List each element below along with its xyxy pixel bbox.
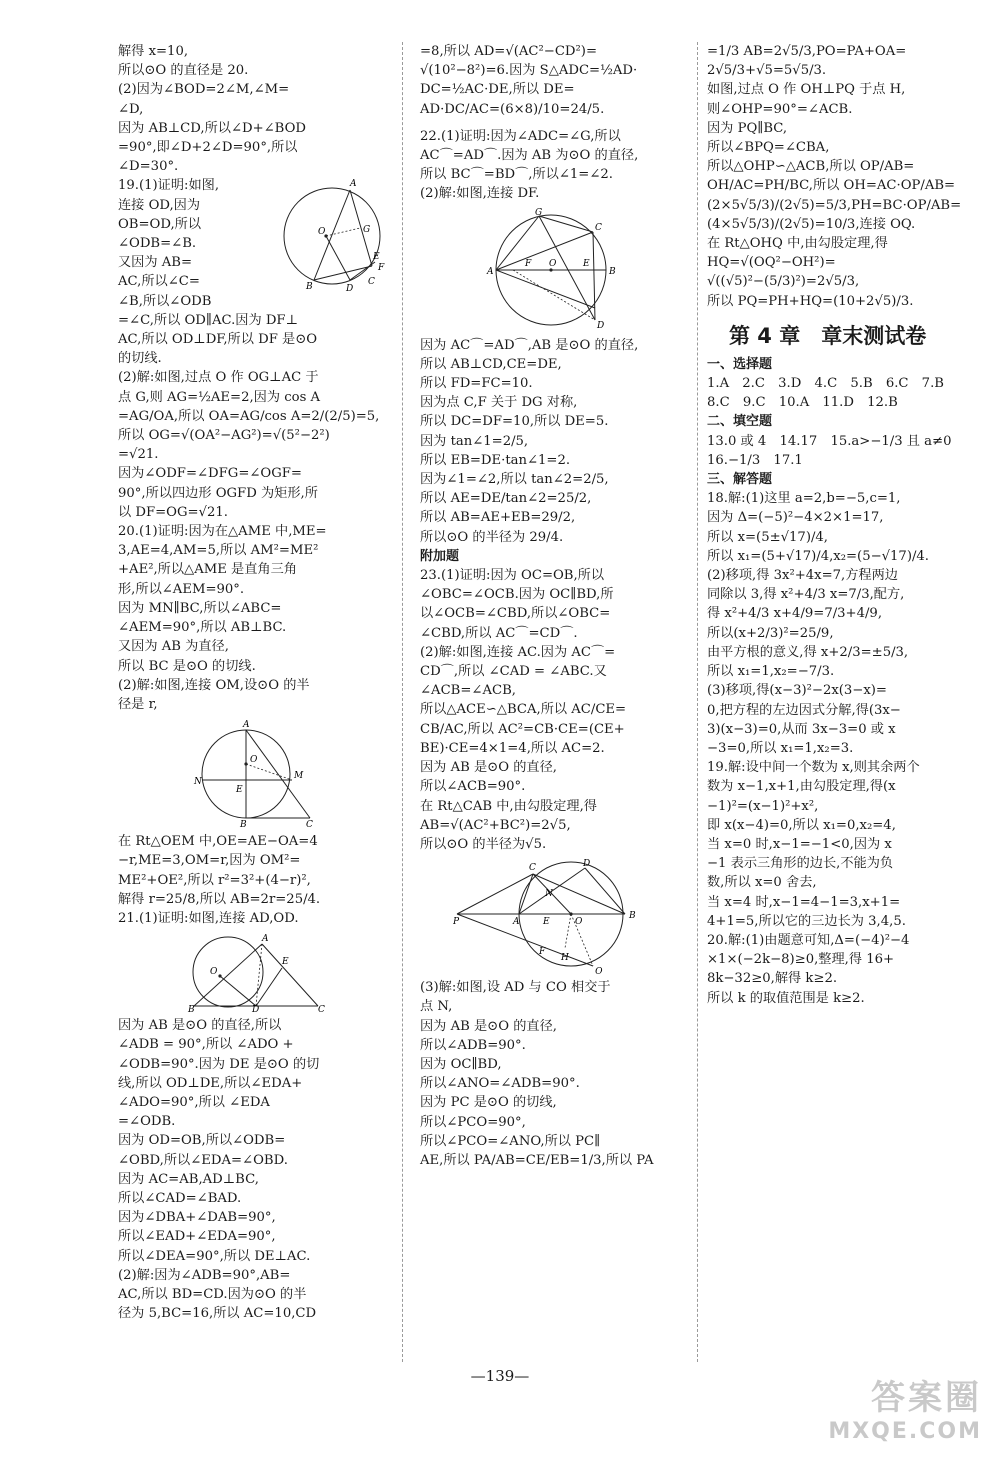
label-D: D	[346, 284, 354, 295]
label-B: B	[306, 282, 313, 293]
text-line: (3)解:如图,设 AD 与 CO 相交于	[420, 980, 611, 996]
label-B: B	[609, 266, 616, 277]
choice-answers-block	[707, 374, 972, 412]
text-line: 2√5/3+√5=5√5/3.	[707, 63, 827, 79]
text-line: 所以∠BPQ=∠CBA,	[707, 140, 830, 156]
text-line: 解得 r=25/8,所以 AB=2r=25/4.	[118, 891, 321, 907]
label-E: E	[236, 785, 243, 796]
text-line: 又因为 AB=	[118, 255, 193, 271]
figure-q20-circle	[188, 718, 318, 828]
text-line: 因为 AC=AB,AD⊥BC,	[118, 1171, 259, 1187]
text-line: 所以∠EAD+∠EDA=90°,	[118, 1229, 276, 1245]
text-line: =1/3 AB=2√5/3,PO=PA+OA=	[707, 44, 907, 59]
column-divider-1	[402, 42, 403, 1362]
text-line: 所以 PQ=PH+HQ=(10+2√5)/3.	[707, 293, 914, 309]
watermark-line1: 答案圈	[871, 1378, 982, 1418]
text-line: 90°,所以四边形 OGFD 为矩形,所	[118, 485, 318, 501]
label-D: D	[252, 1005, 260, 1013]
text-line: 因为 PQ∥BC,	[707, 120, 788, 136]
text-line: 所以△OHP∽△ACB,所以 OP/AB=	[707, 159, 915, 175]
text-line: +AE²,所以△AME 是直角三角	[118, 562, 297, 578]
label-C: C	[306, 820, 313, 829]
col3-intro-block	[707, 42, 972, 311]
column-divider-2	[697, 42, 698, 1362]
text-line: 点 N,	[420, 999, 453, 1015]
text-line: 4+1=5,所以它的三边长为 3,4,5.	[707, 913, 906, 929]
question-20-block	[118, 522, 388, 714]
label-A: A	[243, 720, 250, 731]
text-line: 22.(1)证明:因为∠ADC=∠G,所以	[420, 128, 621, 144]
text-line: OH/AC=PH/BC,所以 OH=AC·OP/AB=	[707, 178, 956, 194]
label-A: A	[262, 934, 269, 945]
text-line: 连接 OD,因为	[118, 197, 201, 213]
fill-answers-block	[707, 432, 972, 470]
text-line: 21.(1)证明:如图,连接 AD,OD.	[118, 910, 299, 926]
text-line: 当 x=4 时,x−1=4−1=3,x+1=	[707, 894, 901, 910]
question-23-block	[420, 566, 686, 854]
label-E: E	[583, 258, 590, 269]
text-line: 所以 BC 是⊙O 的切线.	[118, 658, 256, 674]
text-line: 又因为 AB 为直径,	[118, 639, 229, 655]
text-line: AE,所以 PA/AB=CE/EB=1/3,所以 PA	[420, 1152, 654, 1168]
figure-q22-circle	[483, 208, 623, 332]
text-line: BE)·CE=4×1=4,所以 AC=2.	[420, 740, 605, 756]
text-line: 当 x=0 时,x−1=−1<0,因为 x	[707, 836, 892, 852]
text-line: √((√5)²−(5/3)²)=2√5/3,	[707, 274, 860, 290]
label-N: N	[545, 889, 553, 900]
text-line: ∠D=30°.	[118, 159, 179, 175]
text-line: ∠ACB=∠ACB,	[420, 683, 516, 699]
text-line: 所以∠DEA=90°,所以 DE⊥AC.	[118, 1248, 311, 1264]
figure-q21-circle	[178, 932, 328, 1012]
text-line: AC⌒=AD⌒.因为 AB 为⊙O 的直径,	[420, 148, 639, 164]
text-line: −1 表示三角形的边长,不能为负	[707, 856, 894, 872]
text-line: 因为∠1=∠2,所以 tan∠2=2/5,	[420, 472, 609, 488]
label-N: N	[194, 777, 202, 788]
extra-section-title: 附加题	[420, 548, 460, 564]
question-22-block	[420, 127, 686, 204]
text-line: 数为 x−1,x+1,由勾股定理,得(x	[707, 779, 896, 795]
text-line: ∠OBC=∠OCB.因为 OC∥BD,所	[420, 587, 614, 603]
text-line: =90°,即∠D+2∠D=90°,所以	[118, 140, 298, 156]
section-fill-title: 二、填空题	[707, 414, 773, 430]
text-line: 16.−1/3 17.1	[707, 452, 803, 468]
text-line: ∠D,	[118, 101, 144, 117]
text-line: ∠CBD,所以 AC⌒=CD⌒.	[420, 625, 578, 641]
column-3	[707, 42, 972, 1372]
text-line: (2)解:如图,连接 OM,设⊙O 的半	[118, 677, 310, 693]
text-line: −3=0,所以 x₁=1,x₂=3.	[707, 740, 854, 756]
solve-answers-block	[707, 489, 972, 1007]
text-line: CB/AC,所以 AC²=CB·CE=(CE+	[420, 721, 625, 737]
text-line: 所以 x=(5±√17)/4,	[707, 529, 828, 545]
text-line: (2)解:如图,过点 O 作 OG⊥AC 于	[118, 370, 319, 386]
text-line: (3)移项,得(x−3)²−2x(3−x)=	[707, 683, 887, 699]
text-line: =√21.	[118, 447, 159, 463]
text-line: 因为 AC⌒=AD⌒,AB 是⊙O 的直径,	[420, 337, 639, 353]
text-line: ×1×(−2k−8)≥0,整理,得 16+	[707, 952, 895, 968]
text-line: HQ=√(OQ²−OH²)=	[707, 255, 836, 271]
column-1	[118, 42, 388, 1372]
text-line: 因为 AB 是⊙O 的直径,	[420, 760, 557, 776]
label-A: A	[487, 266, 494, 277]
text-line: ∠ODB=90°.因为 DE 是⊙O 的切	[118, 1056, 320, 1072]
text-line: 所以 AB=AE+EB=29/2,	[420, 510, 576, 526]
text-line: 因为 Δ=(−5)²−4×2×1=17,	[707, 510, 884, 526]
text-line: 的切线.	[118, 351, 162, 367]
text-line: 因为点 C,F 关于 DG 对称,	[420, 395, 578, 411]
label-E: E	[282, 957, 289, 968]
text-line: 形,所以∠AEM=90°.	[118, 581, 245, 597]
column-2	[420, 42, 686, 1372]
text-line: 所以 DC=DF=10,所以 DE=5.	[420, 414, 609, 430]
text-line: DC=½AC·DE,所以 DE=	[420, 82, 575, 98]
page-number: —139—	[470, 1367, 530, 1385]
text-line: 19.解:设中间一个数为 x,则其余两个	[707, 760, 920, 776]
text-line: 8.C 9.C 10.A 11.D 12.B	[707, 395, 898, 411]
label-F: F	[525, 258, 532, 269]
text-line: 在 Rt△CAB 中,由勾股定理,得	[420, 798, 597, 814]
text-line: 因为 AB 是⊙O 的直径,	[420, 1018, 557, 1034]
text-line: CD⌒,所以 ∠CAD = ∠ABC.又	[420, 664, 607, 680]
text-line: 20.解:(1)由题意可知,Δ=(−4)²−4	[707, 932, 910, 948]
label-C: C	[529, 863, 536, 874]
text-line: 同除以 3,得 x²+4/3 x=7/3,配方,	[707, 587, 905, 603]
text-line: AC,所以∠C=	[118, 274, 200, 290]
question-21-part2-block	[118, 1016, 388, 1323]
text-line: 则∠OHP=90°=∠ACB.	[707, 101, 853, 117]
text-line: 所以⊙O 的半径为 29/4.	[420, 529, 564, 545]
label-E: E	[543, 917, 550, 928]
text-line: 线,所以 OD⊥DE,所以∠EDA+	[118, 1075, 303, 1091]
text-line: 所以 EB=DE·tan∠1=2.	[420, 452, 571, 468]
text-line: =8,所以 AD=√(AC²−CD²)=	[420, 44, 597, 59]
text-line: 所以∠ADB=90°.	[420, 1037, 526, 1053]
question-21-block	[118, 909, 388, 928]
text-line: 所以 AB⊥CD,CE=DE,	[420, 356, 562, 372]
label-O: O	[549, 258, 557, 269]
col1-intro-block	[118, 42, 388, 176]
text-line: 即 x(x−4)=0,所以 x₁=0,x₂=4,	[707, 817, 896, 833]
text-line: ME²+OE²,所以 r²=3²+(4−r)²,	[118, 872, 311, 888]
text-line: ∠B,所以∠ODB	[118, 293, 212, 309]
text-line: (2)解:因为∠ADB=90°,AB=	[118, 1267, 291, 1283]
figure-q19-circle	[280, 176, 388, 294]
text-line: 所以∠PCO=90°,	[420, 1114, 526, 1130]
text-line: =∠ODB.	[118, 1114, 176, 1130]
text-line: 径是 r,	[118, 696, 158, 712]
text-line: 数,所以 x=0 舍去,	[707, 875, 817, 891]
text-line: 因为 MN∥BC,所以∠ABC=	[118, 600, 282, 616]
text-line: 因为 AB 是⊙O 的直径,所以	[118, 1018, 282, 1034]
label-F: F	[378, 263, 385, 274]
text-line: AC,所以 OD⊥DF,所以 DF 是⊙O	[118, 332, 318, 348]
text-line: (2×5√5/3)/(2√5)=5/3,PH=BC·OP/AB=	[707, 197, 962, 213]
text-line: 8k−32≥0,解得 k≥2.	[707, 971, 838, 987]
text-line: 20.(1)证明:因为在△AME 中,ME=	[118, 524, 327, 540]
text-line: 所以 x₁=(5+√17)/4,x₂=(5−√17)/4.	[707, 548, 929, 564]
label-P: P	[453, 917, 460, 928]
label-C: C	[595, 222, 602, 233]
text-line: −1)²=(x−1)²+x²,	[707, 798, 819, 814]
label-D: D	[597, 320, 605, 331]
text-line: (4×5√5/3)/(2√5)=10/3,连接 OQ.	[707, 216, 916, 232]
text-line: ∠AEM=90°,所以 AB⊥BC.	[118, 620, 287, 636]
label-C: C	[368, 277, 375, 288]
text-line: ∠ADB = 90°,所以 ∠ADO +	[118, 1037, 294, 1053]
text-line: √(10²−8²)=6.因为 S△ADC=½AD·	[420, 63, 638, 79]
section-solve-title: 三、解答题	[707, 472, 773, 488]
text-line: ∠OBD,所以∠EDA=∠OBD.	[118, 1152, 288, 1168]
text-line: (2)解:如图,连接 AC.因为 AC⌒=	[420, 644, 616, 660]
text-line: 点 G,则 AG=½AE=2,因为 cos A	[118, 389, 321, 405]
text-line: 23.(1)证明:因为 OC=OB,所以	[420, 568, 605, 584]
text-line: 在 Rt△OEM 中,OE=AE−OA=4	[118, 834, 318, 850]
text-line: 以 DF=OG=√21.	[118, 504, 228, 520]
text-line: 径为 5,BC=16,所以 AC=10,CD	[118, 1306, 317, 1322]
text-line: 以∠OCB=∠CBD,所以∠OBC=	[420, 606, 611, 622]
label-A: A	[513, 917, 520, 928]
text-line: (2)因为∠BOD=2∠M,∠M=	[118, 82, 290, 98]
text-line: 所以△ACE∽△BCA,所以 AC/CE=	[420, 702, 627, 718]
text-line: 3,AE=4,AM=5,所以 AM²=ME²	[118, 543, 319, 559]
text-line: AC,所以 BD=CD.因为⊙O 的半	[118, 1286, 307, 1302]
label-D: D	[583, 859, 591, 870]
text-line: 因为 PC 是⊙O 的切线,	[420, 1095, 557, 1111]
text-line: ∠ODB=∠B.	[118, 236, 197, 252]
text-line: 所以 BC⌒=BD⌒,所以∠1=∠2.	[420, 167, 613, 183]
text-line: 18.解:(1)这里 a=2,b=−5,c=1,	[707, 491, 901, 507]
text-line: 所以⊙O 的半径为√5.	[420, 836, 547, 852]
label-E: E	[373, 252, 380, 263]
text-line: AD·DC/AC=(6×8)/10=24/5.	[420, 101, 605, 117]
text-line: =∠C,所以 OD∥AC.因为 DF⊥	[118, 312, 298, 328]
text-line: 因为∠DBA+∠DAB=90°,	[118, 1210, 276, 1226]
text-line: 如图,过点 O 作 OH⊥PQ 于点 H,	[707, 82, 906, 98]
label-Q: Q	[595, 967, 603, 975]
label-H: H	[561, 953, 569, 964]
col2-intro-block	[420, 42, 686, 119]
text-line: 得 x²+4/3 x+4/9=7/3+4/9,	[707, 606, 883, 622]
text-line: 0,把方程的左边因式分解,得(3x−	[707, 702, 901, 718]
watermark-logo	[828, 1370, 982, 1444]
text-line: 所以 OG=√(OA²−AG²)=√(5²−2²)	[118, 428, 330, 444]
label-G: G	[363, 225, 371, 236]
text-line: (2)移项,得 3x²+4x=7,方程两边	[707, 568, 898, 584]
text-line: ∠ADO=90°,所以 ∠EDA	[118, 1094, 270, 1110]
question-23-part3-block	[420, 978, 686, 1170]
text-line: 所以 k 的取值范围是 k≥2.	[707, 990, 865, 1006]
text-line: 13.0 或 4 14.17 15.a>−1/3 且 a≠0	[707, 433, 952, 449]
label-F: F	[539, 947, 546, 958]
figure-q23-circle	[453, 858, 653, 974]
watermark-line2: MXQE.COM	[828, 1419, 982, 1444]
text-line: 因为∠ODF=∠DFG=∠OGF=	[118, 466, 302, 482]
text-line: 因为 OD=OB,所以∠ODB=	[118, 1133, 286, 1149]
text-line: AB=√(AC²+BC²)=2√5,	[420, 817, 571, 833]
text-line: 所以∠ACB=90°.	[420, 779, 526, 795]
text-line: =AG/OA,所以 OA=AG/cos A=2/(2/5)=5,	[118, 408, 380, 424]
text-line: 所以⊙O 的直径是 20.	[118, 63, 249, 79]
text-line: 所以 x₁=1,x₂=−7/3.	[707, 664, 835, 680]
text-line: 3)(x−3)=0,从而 3x−3=0 或 x	[707, 721, 896, 737]
text-line: 19.(1)证明:如图,	[118, 178, 220, 194]
text-line: 所以 AE=DE/tan∠2=25/2,	[420, 491, 592, 507]
text-line: 所以∠PCO=∠ANO,所以 PC∥	[420, 1133, 601, 1149]
label-B: B	[188, 1005, 195, 1013]
text-line: 解得 x=10,	[118, 44, 189, 59]
label-C: C	[318, 1005, 325, 1013]
label-O: O	[210, 967, 218, 978]
text-line: 1.A 2.C 3.D 4.C 5.B 6.C 7.B	[707, 376, 944, 392]
text-line: 所以 FD=FC=10.	[420, 376, 533, 392]
label-B: B	[629, 911, 636, 922]
text-line: 所以∠ANO=∠ADB=90°.	[420, 1076, 580, 1092]
text-line: 因为 OC∥BD,	[420, 1056, 502, 1072]
label-M: M	[294, 771, 304, 782]
text-line: OB=OD,所以	[118, 216, 202, 232]
chapter-title: 第 4 章 章末测试卷	[729, 323, 927, 348]
text-line: 所以∠CAD=∠BAD.	[118, 1190, 242, 1206]
text-line: −r,ME=3,OM=r,因为 OM²=	[118, 853, 301, 869]
text-line: (2)解:如图,连接 DF.	[420, 186, 540, 202]
section-choice-title: 一、选择题	[707, 356, 773, 372]
label-O: O	[250, 755, 258, 766]
text-line: 在 Rt△OHQ 中,由勾股定理,得	[707, 236, 888, 252]
text-line: 所以(x+2/3)²=25/9,	[707, 625, 834, 641]
label-O: O	[318, 227, 326, 238]
text-line: 由平方根的意义,得 x+2/3=±5/3,	[707, 644, 909, 660]
text-line: 因为 tan∠1=2/5,	[420, 433, 529, 449]
label-A: A	[350, 179, 357, 190]
label-G: G	[535, 207, 543, 218]
label-O: O	[575, 917, 583, 928]
question-22-part2-block	[420, 336, 686, 547]
text-line: 因为 AB⊥CD,所以∠D+∠BOD	[118, 120, 306, 136]
question-20-part2-block	[118, 832, 388, 909]
label-B: B	[240, 820, 247, 829]
